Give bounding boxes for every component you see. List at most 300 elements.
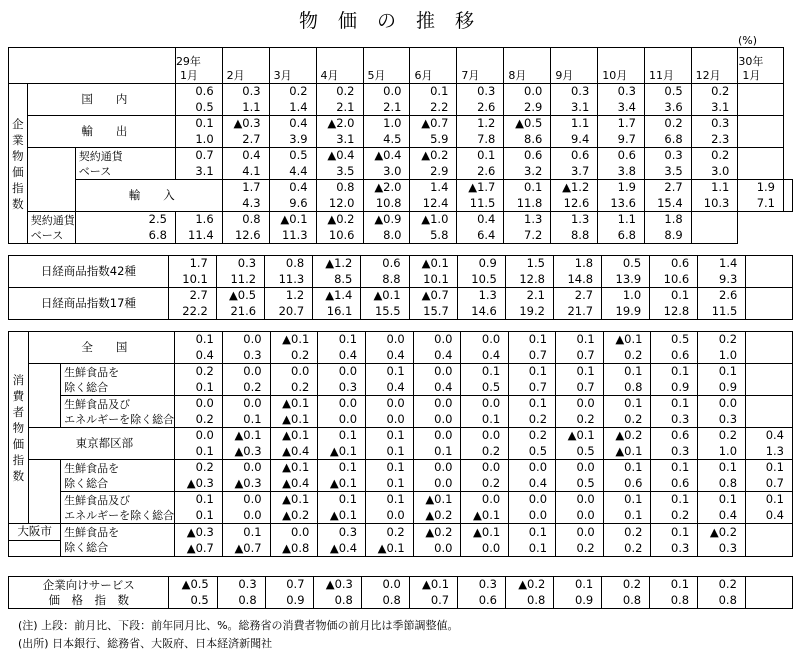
value-cell: 1.3	[551, 212, 598, 228]
value-cell: 1.4	[410, 180, 457, 196]
table-row	[9, 116, 793, 132]
value-cell: 3.2	[504, 164, 551, 180]
month-label: 2月	[226, 69, 245, 82]
value-cell: 6.8	[75, 228, 175, 244]
value-cell: 0.0	[318, 396, 366, 412]
value-cell: ▲0.3	[222, 116, 269, 132]
value-cell: 0.7	[509, 380, 556, 396]
value-cell: 1.5	[505, 256, 553, 272]
value-cell: 0.0	[366, 508, 414, 524]
value-cell: 0.6	[504, 148, 551, 164]
value-cell: 0.5	[644, 84, 691, 100]
value-cell: 0.2	[509, 412, 556, 428]
value-cell: 12.4	[410, 196, 457, 212]
value-cell	[784, 180, 793, 196]
month-header	[222, 48, 269, 84]
value-cell: 0.4	[318, 348, 366, 364]
value-cell	[746, 380, 793, 396]
value-cell: 0.0	[175, 396, 223, 412]
value-cell: 0.8	[602, 593, 650, 609]
value-cell: 0.6	[175, 84, 222, 100]
value-cell: 0.9	[554, 593, 602, 609]
value-cell: 0.6	[458, 593, 506, 609]
row-label-line: エネルギーを除く総合	[64, 508, 175, 522]
value-cell: 16.1	[313, 304, 361, 320]
month-label: 1月	[742, 69, 761, 82]
value-cell: 9.6	[269, 196, 316, 212]
indent-cell	[28, 364, 61, 428]
value-cell: 8.8	[361, 272, 409, 288]
value-cell: 0.2	[175, 412, 223, 428]
year-label	[645, 54, 691, 68]
value-cell: 0.1	[509, 540, 556, 557]
table-row	[9, 524, 793, 541]
value-cell	[745, 577, 792, 593]
value-cell: ▲0.4	[318, 540, 366, 557]
value-cell: 15.4	[644, 196, 691, 212]
value-cell: 0.2	[461, 444, 509, 460]
group-label-char: 数	[12, 196, 24, 211]
value-cell: 0.1	[603, 364, 651, 380]
month-header	[410, 48, 457, 84]
row-label	[61, 396, 175, 428]
value-cell: 0.5	[509, 444, 556, 460]
value-cell: 0.1	[556, 364, 604, 380]
value-cell: 21.6	[216, 304, 264, 320]
value-cell: ▲0.1	[270, 460, 318, 476]
row-label: 東京都区部	[28, 428, 175, 460]
group-label-char: 物	[12, 420, 25, 435]
value-cell: 0.5	[169, 593, 217, 609]
value-cell: ▲0.1	[270, 412, 318, 428]
value-cell: 0.3	[691, 116, 738, 132]
group-label-char: 消	[12, 372, 25, 387]
row-label	[75, 148, 175, 180]
value-cell: 4.1	[222, 164, 269, 180]
value-cell: 0.0	[270, 524, 318, 541]
value-cell: 0.8	[217, 593, 265, 609]
value-cell: 19.2	[505, 304, 553, 320]
month-label: 1月	[179, 69, 198, 82]
row-label: 日経商品指数17種	[9, 288, 169, 320]
group-label	[9, 332, 29, 524]
value-cell	[738, 148, 784, 164]
value-cell: 0.0	[556, 492, 604, 508]
value-cell: ▲0.2	[270, 508, 318, 524]
row-label-line: 除く総合	[64, 541, 109, 554]
value-cell: 20.7	[265, 304, 313, 320]
value-cell: 0.4	[222, 148, 269, 164]
value-cell: ▲0.1	[603, 332, 651, 348]
value-cell: 0.0	[222, 332, 270, 348]
value-cell: 0.6	[651, 428, 698, 444]
value-cell: 0.3	[551, 84, 598, 100]
table-row	[9, 428, 793, 444]
value-cell: 0.5	[461, 380, 509, 396]
value-cell: 2.7	[553, 288, 601, 304]
value-cell: 1.7	[168, 256, 216, 272]
value-cell: 0.0	[556, 460, 604, 476]
cpi-table	[8, 331, 793, 557]
value-cell: 0.1	[509, 396, 556, 412]
value-cell: 7.2	[504, 228, 551, 244]
value-cell: 0.0	[413, 428, 461, 444]
value-cell: ▲0.5	[504, 116, 551, 132]
value-cell	[746, 396, 793, 412]
month-header	[691, 48, 738, 84]
value-cell: ▲0.1	[270, 492, 318, 508]
value-cell: 2.7	[222, 132, 269, 148]
value-cell: 0.1	[366, 492, 414, 508]
value-cell: 1.9	[738, 180, 784, 196]
value-cell: 0.2	[603, 524, 651, 541]
value-cell: 0.1	[651, 524, 698, 541]
value-cell: 1.2	[265, 288, 313, 304]
value-cell: 0.1	[366, 460, 414, 476]
value-cell: 0.1	[603, 508, 651, 524]
table-row	[9, 288, 793, 304]
value-cell: 10.6	[650, 272, 698, 288]
value-cell: 0.2	[603, 348, 651, 364]
value-cell: 0.1	[175, 444, 223, 460]
value-cell: ▲0.2	[698, 524, 746, 541]
table-row	[9, 492, 793, 508]
value-cell: 0.5	[269, 148, 316, 164]
value-cell: 0.7	[509, 348, 556, 364]
value-cell: ▲0.9	[363, 212, 410, 228]
value-cell: ▲0.2	[410, 148, 457, 164]
value-cell: 0.3	[457, 84, 504, 100]
value-cell: 0.2	[175, 460, 223, 476]
value-cell: 6.8	[598, 228, 645, 244]
group-label-char: 物	[12, 148, 24, 163]
value-cell: 15.7	[409, 304, 457, 320]
value-cell: 0.2	[509, 428, 556, 444]
month-header	[551, 48, 598, 84]
year-label: 29年	[175, 55, 201, 68]
value-cell: 3.4	[598, 100, 645, 116]
value-cell	[746, 256, 793, 272]
value-cell: 1.4	[269, 100, 316, 116]
value-cell: 0.1	[461, 364, 509, 380]
value-cell: 0.1	[318, 332, 366, 348]
row-label-line: 生鮮食品及び	[64, 493, 131, 507]
value-cell: 0.9	[457, 256, 505, 272]
year-label	[317, 54, 363, 68]
value-cell: ▲0.1	[461, 508, 509, 524]
group-label-char: 業	[12, 132, 24, 147]
value-cell: 0.2	[316, 84, 363, 100]
value-cell: ▲0.2	[603, 428, 651, 444]
table-row	[9, 180, 793, 196]
value-cell: 6.8	[644, 132, 691, 148]
value-cell: 0.0	[509, 492, 556, 508]
value-cell: 0.7	[175, 148, 222, 164]
value-cell: 0.1	[318, 460, 366, 476]
value-cell: 3.0	[363, 164, 410, 180]
value-cell: 2.1	[505, 288, 553, 304]
value-cell: ▲2.0	[363, 180, 410, 196]
group-label-char: 数	[12, 468, 25, 483]
value-cell: 0.4	[269, 116, 316, 132]
value-cell: 1.2	[457, 116, 504, 132]
value-cell: 0.6	[603, 476, 651, 492]
table-row	[9, 577, 793, 593]
value-cell: ▲2.0	[316, 116, 363, 132]
value-cell: 0.3	[651, 412, 698, 428]
value-cell: 5.8	[410, 228, 457, 244]
value-cell: 1.0	[175, 132, 222, 148]
source-line: (出所) 日本銀行、総務省、大阪府、日本経済新聞社	[18, 637, 273, 650]
value-cell: 0.7	[265, 577, 313, 593]
page-title: 物価の推移	[298, 10, 494, 32]
value-cell: 0.1	[366, 444, 414, 460]
note-line: (注) 上段：前月比、下段：前年同月比、%。総務省の消費者物価の前月比は季節調整値。	[18, 619, 459, 632]
value-cell: 0.0	[318, 412, 366, 428]
value-cell: 3.9	[269, 132, 316, 148]
value-cell: 0.1	[413, 444, 461, 460]
value-cell: 1.9	[598, 180, 645, 196]
row-label-line: 契約通貨	[30, 213, 75, 227]
value-cell: 0.8	[698, 593, 746, 609]
value-cell: 0.3	[458, 577, 506, 593]
value-cell: ▲0.2	[413, 508, 461, 524]
year-label	[504, 54, 550, 68]
value-cell: 3.8	[598, 164, 645, 180]
value-cell: 0.2	[461, 476, 509, 492]
value-cell: 3.1	[551, 100, 598, 116]
value-cell: 0.0	[509, 460, 556, 476]
value-cell: ▲0.8	[270, 540, 318, 557]
value-cell: ▲0.7	[222, 540, 270, 557]
value-cell: 0.1	[366, 476, 414, 492]
value-cell: 0.2	[269, 84, 316, 100]
value-cell: 0.1	[318, 428, 366, 444]
value-cell: 0.0	[222, 508, 270, 524]
value-cell: 0.9	[651, 380, 698, 396]
value-cell: 0.1	[175, 380, 223, 396]
value-cell: 0.1	[650, 577, 698, 593]
value-cell: ▲0.7	[410, 116, 457, 132]
value-cell: 0.0	[413, 364, 461, 380]
group-label-char: 者	[12, 404, 25, 419]
value-cell: 0.0	[556, 508, 604, 524]
nikkei-table	[8, 255, 793, 320]
value-cell: 2.9	[410, 164, 457, 180]
row-label	[61, 364, 175, 396]
row-label-line: 生鮮食品を	[64, 526, 120, 539]
value-cell: 9.3	[698, 272, 746, 288]
value-cell: ▲0.1	[318, 476, 366, 492]
value-cell: 0.2	[175, 364, 223, 380]
header-blank	[9, 48, 176, 84]
value-cell: 0.1	[504, 180, 551, 196]
row-label-line: 価 格 指 数	[48, 592, 129, 607]
month-label: 9月	[555, 69, 574, 82]
value-cell: 1.0	[698, 348, 746, 364]
value-cell: 0.1	[222, 524, 270, 541]
value-cell: 0.8	[698, 476, 746, 492]
value-cell: 0.8	[222, 212, 269, 228]
month-header	[644, 48, 691, 84]
value-cell: 0.2	[644, 116, 691, 132]
value-cell: 10.1	[168, 272, 216, 288]
value-cell	[746, 524, 793, 541]
group-label-char: 指	[12, 452, 25, 467]
value-cell: 1.0	[698, 444, 746, 460]
value-cell: 9.4	[551, 132, 598, 148]
value-cell: 0.8	[361, 593, 409, 609]
value-cell	[738, 100, 784, 116]
value-cell: 0.4	[413, 380, 461, 396]
value-cell: 0.4	[366, 380, 414, 396]
value-cell: 0.0	[461, 428, 509, 444]
value-cell: 0.0	[366, 332, 414, 348]
table-row	[9, 228, 793, 244]
value-cell: 10.6	[316, 228, 363, 244]
value-cell: 0.3	[644, 148, 691, 164]
table-row	[9, 396, 793, 412]
value-cell: 0.4	[413, 348, 461, 364]
month-label: 8月	[508, 69, 527, 82]
value-cell: 0.7	[556, 380, 604, 396]
value-cell	[691, 228, 738, 244]
value-cell: 2.5	[75, 212, 175, 228]
value-cell: 0.1	[318, 492, 366, 508]
value-cell: 3.7	[551, 164, 598, 180]
value-cell: 2.3	[691, 132, 738, 148]
value-cell: 14.8	[553, 272, 601, 288]
value-cell: 0.1	[651, 364, 698, 380]
value-cell: 0.1	[509, 332, 556, 348]
value-cell: 0.1	[222, 412, 270, 428]
value-cell: 12.6	[222, 228, 269, 244]
value-cell: 0.1	[175, 116, 222, 132]
value-cell: 3.5	[316, 164, 363, 180]
year-label	[364, 54, 410, 68]
value-cell: 3.5	[644, 164, 691, 180]
value-cell: 0.3	[698, 540, 746, 557]
value-cell: ▲0.1	[366, 540, 414, 557]
value-cell: 9.7	[598, 132, 645, 148]
value-cell: 2.7	[168, 288, 216, 304]
value-cell: 0.7	[746, 476, 793, 492]
value-cell: 4.3	[222, 196, 269, 212]
value-cell: 1.3	[746, 444, 793, 460]
row-label: 輸 入	[75, 180, 222, 212]
value-cell: 4.5	[363, 132, 410, 148]
value-cell: ▲0.4	[270, 476, 318, 492]
value-cell: 1.8	[644, 212, 691, 228]
value-cell: 0.4	[509, 476, 556, 492]
value-cell	[746, 332, 793, 348]
table-row	[9, 364, 793, 380]
value-cell: 1.4	[698, 256, 746, 272]
value-cell: 0.0	[461, 460, 509, 476]
value-cell: 0.1	[366, 428, 414, 444]
value-cell: 1.1	[222, 100, 269, 116]
value-cell: ▲0.2	[413, 524, 461, 541]
value-cell: 0.3	[222, 348, 270, 364]
value-cell: 0.0	[270, 364, 318, 380]
value-cell: 0.4	[698, 508, 746, 524]
value-cell: 14.6	[457, 304, 505, 320]
group-label-char: 企	[12, 116, 24, 131]
value-cell: 2.6	[457, 100, 504, 116]
value-cell: 0.4	[457, 212, 504, 228]
value-cell: 1.0	[602, 288, 650, 304]
row-label-line: エネルギーを除く総合	[64, 412, 175, 426]
value-cell: 13.9	[602, 272, 650, 288]
group-label	[9, 84, 28, 244]
row-label-line: 除く総合	[64, 476, 109, 490]
value-cell: 0.1	[554, 577, 602, 593]
value-cell: 0.6	[598, 148, 645, 164]
value-cell: 1.7	[222, 180, 269, 196]
value-cell: 0.1	[603, 492, 651, 508]
value-cell: ▲0.3	[175, 476, 223, 492]
group-label-char: 指	[12, 180, 24, 195]
value-cell: ▲1.0	[410, 212, 457, 228]
value-cell: ▲0.3	[313, 577, 361, 593]
value-cell: 11.5	[457, 196, 504, 212]
value-cell: 12.0	[316, 196, 363, 212]
value-cell: ▲0.1	[409, 577, 457, 593]
unit-label: (%)	[738, 34, 758, 47]
value-cell: 0.1	[175, 492, 223, 508]
value-cell: 1.6	[175, 212, 222, 228]
value-cell: 0.7	[409, 593, 457, 609]
value-cell: 11.5	[698, 304, 746, 320]
table-row	[9, 84, 793, 100]
value-cell: 0.1	[461, 412, 509, 428]
value-cell: 0.1	[509, 364, 556, 380]
month-header	[316, 48, 363, 84]
value-cell: 0.2	[556, 540, 604, 557]
value-cell: 10.3	[691, 196, 738, 212]
value-cell: ▲0.1	[318, 508, 366, 524]
value-cell: 0.0	[366, 396, 414, 412]
month-label: 6月	[414, 69, 433, 82]
value-cell: 0.2	[651, 508, 698, 524]
month-header	[363, 48, 410, 84]
table-row	[9, 332, 793, 348]
value-cell	[738, 84, 784, 100]
value-cell: ▲0.7	[409, 288, 457, 304]
row-label-line: ベース	[78, 164, 112, 178]
value-cell: 11.2	[216, 272, 264, 288]
table-row	[9, 212, 793, 228]
value-cell: 0.2	[603, 412, 651, 428]
value-cell: 0.2	[270, 380, 318, 396]
value-cell: ▲0.3	[222, 444, 270, 460]
value-cell: 0.0	[698, 396, 746, 412]
value-cell: 0.0	[413, 332, 461, 348]
value-cell: 0.8	[316, 180, 363, 196]
indent-cell	[27, 148, 75, 212]
month-label: 4月	[320, 69, 339, 82]
value-cell: 8.6	[504, 132, 551, 148]
value-cell: ▲1.7	[457, 180, 504, 196]
row-label-line: 契約通貨	[78, 149, 123, 163]
value-cell: 0.5	[556, 476, 604, 492]
value-cell: 8.9	[644, 228, 691, 244]
value-cell: 0.0	[504, 84, 551, 100]
value-cell: ▲1.4	[313, 288, 361, 304]
row-label	[61, 492, 175, 524]
value-cell: 0.3	[651, 444, 698, 460]
value-cell: 12.8	[505, 272, 553, 288]
